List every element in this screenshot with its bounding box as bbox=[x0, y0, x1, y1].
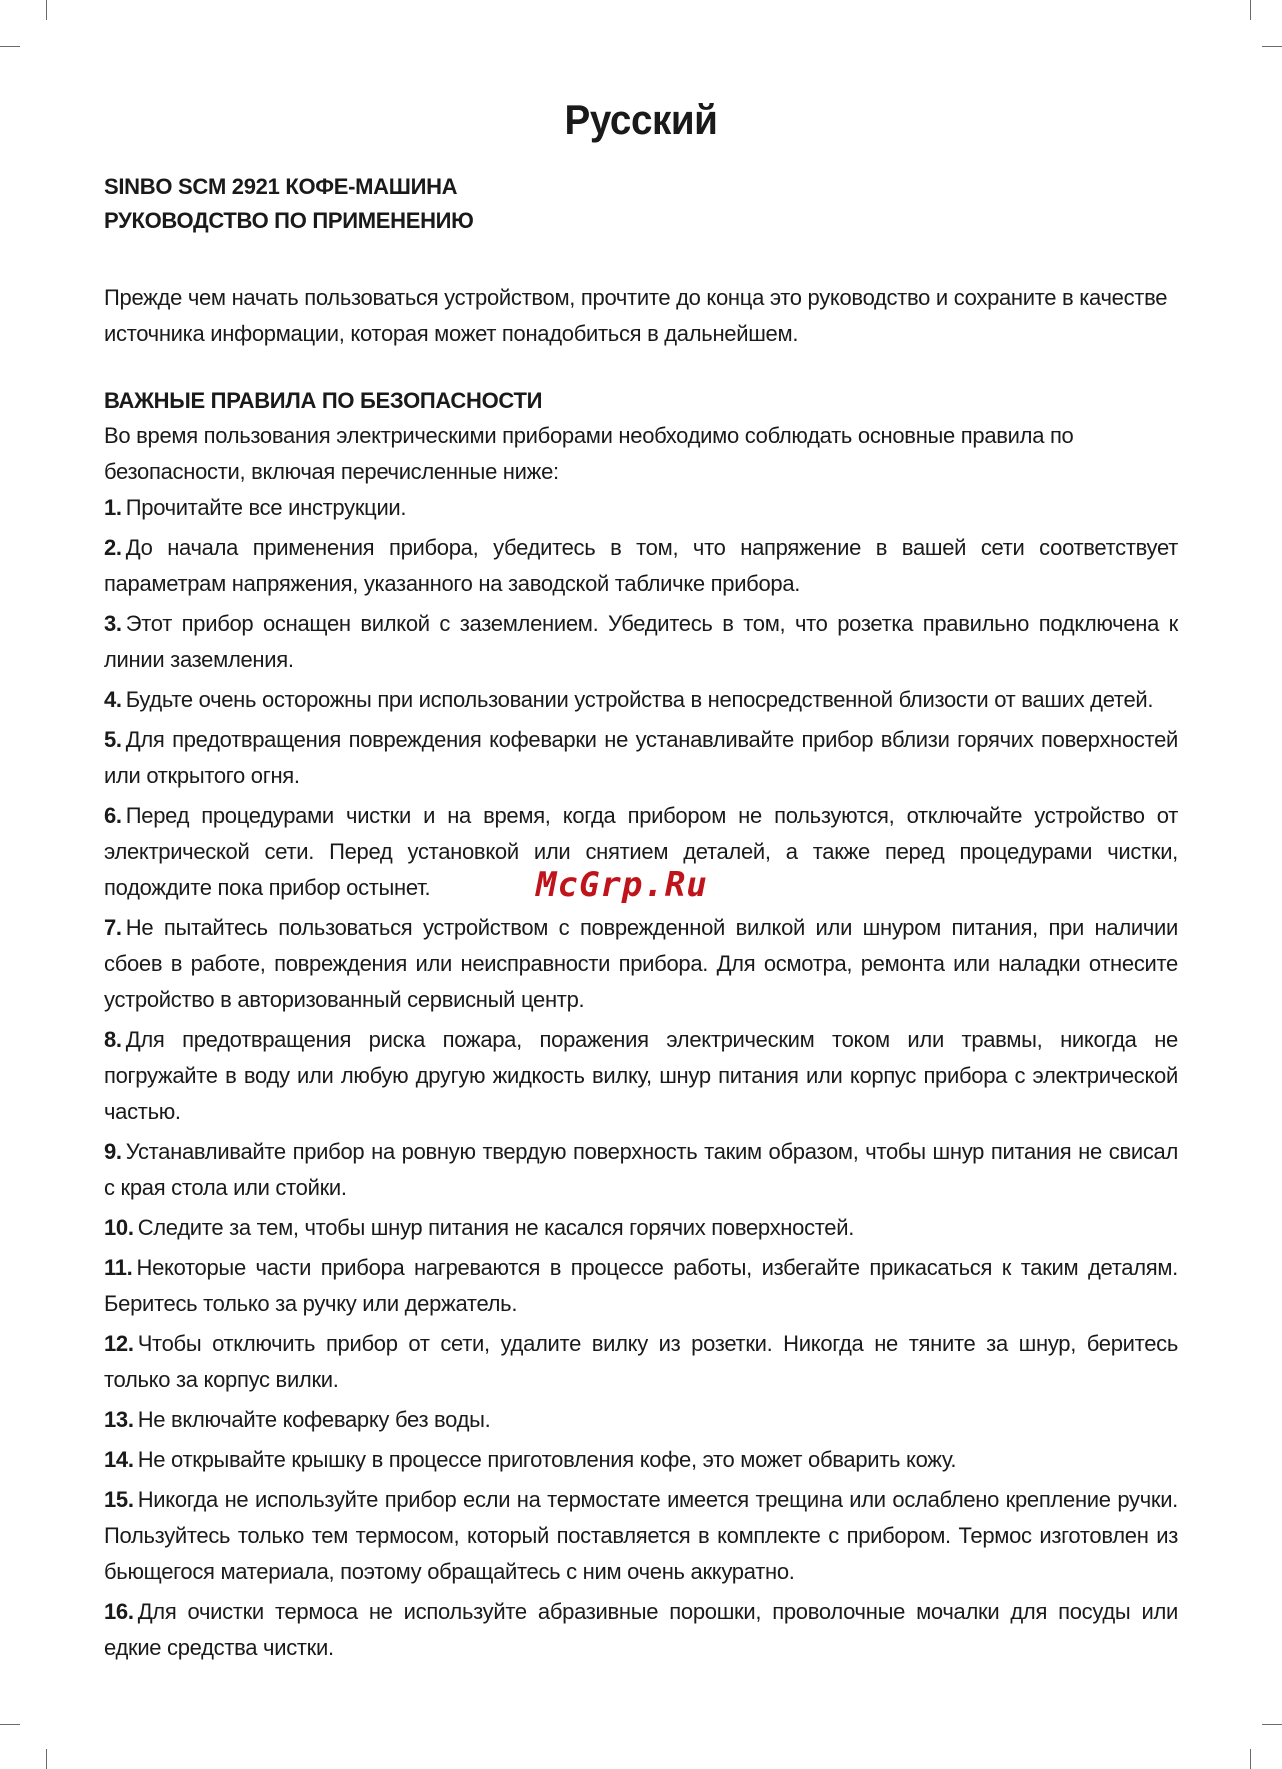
safety-heading: ВАЖНЫЕ ПРАВИЛА ПО БЕЗОПАСНОСТИ bbox=[104, 388, 543, 413]
safety-rule-item bbox=[104, 1326, 1178, 1398]
language-title: Русский bbox=[564, 96, 718, 143]
crop-mark-bottom-right-h bbox=[1262, 1724, 1282, 1725]
safety-rule-number: 7. bbox=[104, 915, 122, 940]
safety-rule-item bbox=[104, 1022, 1178, 1130]
safety-rule-number: 11. bbox=[104, 1255, 133, 1280]
safety-rule-number: 1. bbox=[104, 495, 122, 520]
safety-rules-list bbox=[104, 490, 1178, 1666]
safety-rule-text: Для очистки термоса не используйте абразивные порошки, проволочные мочалки для посуды или едкие средства чистки. bbox=[104, 1599, 1178, 1660]
safety-rule-text: Перед процедурами чистки и на время, когда прибором не пользуются, отключайте устройство от электрической сети. Перед установкой или снятием деталей, а также перед процедурами чистки, подождите пока прибор остынет. bbox=[104, 803, 1178, 900]
safety-rule-item bbox=[104, 1482, 1178, 1590]
safety-rule-item bbox=[104, 1250, 1178, 1322]
safety-rule-number: 3. bbox=[104, 611, 122, 636]
safety-rule-number: 5. bbox=[104, 727, 122, 752]
safety-rule-item bbox=[104, 1442, 1178, 1478]
safety-rule-text: Чтобы отключить прибор от сети, удалите вилку из розетки. Никогда не тяните за шнур, беритесь только за корпус вилки. bbox=[104, 1331, 1178, 1392]
safety-rule-item bbox=[104, 490, 1178, 526]
safety-rule-text: Не открывайте крышку в процессе приготовления кофе, это может обварить кожу. bbox=[137, 1447, 957, 1472]
safety-rule-item bbox=[104, 606, 1178, 678]
crop-mark-top-left-h bbox=[0, 46, 20, 47]
safety-rule-text: Никогда не используйте прибор если на термостате имеется трещина или ослаблено крепление ручки. Пользуйтесь только тем термосом, который поставляется в комплекте с прибором. Термос изготовлен из бьющегося материала, поэтому обращайтесь с ним очень аккуратно. bbox=[104, 1487, 1178, 1584]
safety-lead-paragraph: Во время пользования электрическими приборами необходимо соблюдать основные правила по безопасности, включая перечисленные ниже: bbox=[104, 423, 1074, 484]
crop-mark-top-right-h bbox=[1262, 46, 1282, 47]
safety-rule-item bbox=[104, 1134, 1178, 1206]
safety-rule-text: Будьте очень осторожны при использовании устройства в непосредственной близости от ваших детей. bbox=[125, 687, 1154, 712]
watermark-text: McGrp.Ru bbox=[536, 865, 708, 905]
safety-rule-item bbox=[104, 1210, 1178, 1246]
safety-rule-number: 14. bbox=[104, 1447, 134, 1472]
safety-rule-text: Для предотвращения риска пожара, поражения электрическим током или травмы, никогда не погружайте в воду или любую другую жидкость вилку, шнур питания или корпус прибора с электрической частью. bbox=[104, 1027, 1178, 1124]
crop-mark-bottom-left-h bbox=[0, 1724, 20, 1725]
safety-rule-text: Устанавливайте прибор на ровную твердую поверхность таким образом, чтобы шнур питания не свисал с края стола или стойки. bbox=[104, 1139, 1178, 1200]
document-title bbox=[104, 170, 1178, 238]
safety-rule-number: 10. bbox=[104, 1215, 134, 1240]
safety-rule-number: 15. bbox=[104, 1487, 134, 1512]
safety-rule-number: 4. bbox=[104, 687, 122, 712]
safety-rule-item bbox=[104, 530, 1178, 602]
crop-mark-top-right bbox=[1250, 0, 1251, 20]
crop-mark-bottom-left bbox=[46, 1749, 47, 1769]
safety-rule-text: Не включайте кофеварку без воды. bbox=[137, 1407, 491, 1432]
safety-rule-item bbox=[104, 1594, 1178, 1666]
safety-rule-item bbox=[104, 910, 1178, 1018]
safety-rule-number: 12. bbox=[104, 1331, 134, 1356]
safety-rule-text: Прочитайте все инструкции. bbox=[125, 495, 407, 520]
safety-rule-text: Некоторые части прибора нагреваются в процессе работы, избегайте прикасаться к таким деталям. Беритесь только за ручку или держатель. bbox=[104, 1255, 1178, 1316]
safety-rule-number: 8. bbox=[104, 1027, 122, 1052]
document-title-line-2: РУКОВОДСТВО ПО ПРИМЕНЕНИЮ bbox=[104, 208, 474, 233]
safety-rule-text: Этот прибор оснащен вилкой с заземлением. Убедитесь в том, что розетка правильно подключена к линии заземления. bbox=[104, 611, 1178, 672]
safety-rule-text: Не пытайтесь пользоваться устройством с поврежденной вилкой или шнуром питания, при наличии сбоев в работе, повреждения или неисправности прибора. Для осмотра, ремонта или наладки отнесите устройство в авторизованный сервисный центр. bbox=[104, 915, 1178, 1012]
safety-rule-item bbox=[104, 1402, 1178, 1438]
safety-rule-item bbox=[104, 682, 1178, 718]
safety-rule-number: 6. bbox=[104, 803, 122, 828]
intro-paragraph: Прежде чем начать пользоваться устройством, прочтите до конца это руководство и сохраните в качестве источника информации, которая может понадобиться в дальнейшем. bbox=[104, 285, 1168, 346]
safety-rule-text: Для предотвращения повреждения кофеварки не устанавливайте прибор вблизи горячих поверхностей или открытого огня. bbox=[104, 727, 1178, 788]
safety-rule-text: Следите за тем, чтобы шнур питания не касался горячих поверхностей. bbox=[137, 1215, 855, 1240]
safety-rule-number: 2. bbox=[104, 535, 122, 560]
safety-rule-text: До начала применения прибора, убедитесь в том, что напряжение в вашей сети соответствует параметрам напряжения, указанного на заводской табличке прибора. bbox=[104, 535, 1178, 596]
document-title-line-1: SINBO SCM 2921 КОФЕ-МАШИНА bbox=[104, 174, 458, 199]
crop-mark-bottom-right bbox=[1250, 1749, 1251, 1769]
safety-rule-number: 16. bbox=[104, 1599, 134, 1624]
safety-rule-item bbox=[104, 722, 1178, 794]
safety-rule-number: 13. bbox=[104, 1407, 134, 1432]
crop-mark-top-left bbox=[46, 0, 47, 20]
safety-rule-number: 9. bbox=[104, 1139, 122, 1164]
